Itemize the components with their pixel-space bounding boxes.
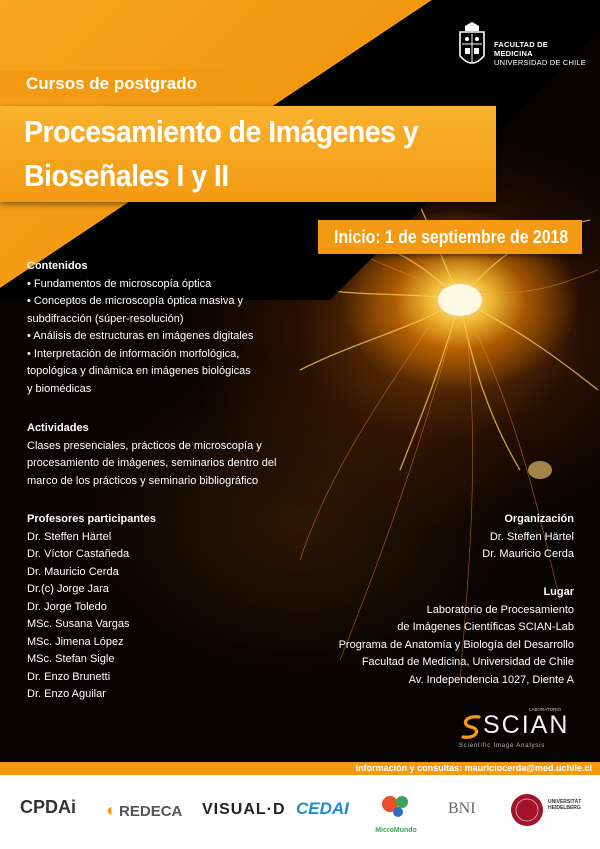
organizador-name: Dr. Mauricio Cerda	[482, 548, 574, 560]
actividades-heading: Actividades	[27, 422, 89, 434]
profesor-name: Dr. Mauricio Cerda	[27, 565, 119, 578]
contact-bar	[0, 762, 600, 775]
scian-tagline: Scientific Image Analysis	[459, 743, 546, 749]
start-date: Inicio: 1 de septiembre de 2018	[333, 227, 569, 247]
start-date-badge	[318, 220, 582, 254]
actividades-line: Clases presenciales, prácticos de microscopía y	[27, 439, 262, 452]
sponsor-bni-label: BNI	[448, 800, 476, 817]
sponsor-heidelberg-label: UNIVERSITÄT HEIDELBERG	[548, 799, 582, 811]
faculty-logo	[456, 22, 586, 78]
course-label: Cursos de postgrado	[0, 70, 225, 98]
scian-swirl-icon	[459, 713, 483, 741]
actividades-line: procesamiento de imágenes, seminarios dentro del	[27, 457, 277, 469]
lugar-line: Laboratorio de Procesamiento	[426, 603, 574, 616]
lugar-section	[314, 584, 574, 689]
profesor-name: Dr. Enzo Brunetti	[27, 670, 111, 683]
scian-logo	[459, 709, 589, 753]
lugar-line: Facultad de Medicina, Universidad de Chile	[361, 656, 574, 668]
actividades-line: marco de los prácticos y seminario bibliográfico	[27, 474, 259, 487]
sponsor-cpdai-label: CPDAi	[20, 797, 77, 817]
sponsor-micromundo	[372, 792, 420, 832]
profesores-heading: Profesores participantes	[27, 513, 156, 525]
contenidos-item: • Interpretación de información morfológica,	[27, 347, 240, 360]
scian-small-label: LABORATORIO	[529, 707, 562, 712]
contenidos-item: topológica y dinámica en imágenes biológicas	[27, 365, 251, 377]
lugar-line: Programa de Anatomía y Biología del Desarrollo	[338, 638, 574, 651]
profesores-section	[27, 511, 307, 704]
profesor-name: Dr. Steffen Härtel	[27, 530, 112, 543]
organizador-name: Dr. Steffen Härtel	[489, 530, 574, 543]
profesor-name: MSc. Susana Vargas	[27, 618, 130, 630]
profesor-name: Dr. Jorge Toledo	[27, 600, 107, 613]
sponsor-redeca	[104, 800, 182, 821]
sponsor-bni	[448, 800, 476, 818]
organizacion-section	[314, 511, 574, 564]
profesor-name: Dr. Enzo Aguilar	[27, 688, 106, 700]
sponsor-heidelberg	[510, 793, 590, 833]
lugar-heading: Lugar	[543, 586, 574, 598]
title-line-1: Procesamiento de Imágenes y	[24, 114, 419, 149]
lugar-line: de Imágenes Científicas SCIAN-Lab	[397, 621, 574, 633]
profesor-name: MSc. Jimena López	[27, 635, 124, 648]
profesor-name: Dr. Víctor Castañeda	[27, 548, 130, 560]
contenidos-item: • Análisis de estructuras en imágenes digitales	[27, 330, 254, 342]
scian-wordmark: SCIAN	[483, 711, 570, 739]
micromundo-icon	[372, 792, 420, 822]
university-seal-icon	[456, 22, 488, 74]
actividades-section	[27, 420, 307, 490]
contact-text[interactable]: Información y consultas: mauriciocerda@med.uchile.cl	[355, 763, 592, 773]
sponsor-redeca-label: REDECA	[119, 803, 183, 820]
faculty-line: FACULTAD DE MEDICINA	[494, 40, 549, 58]
sponsor-cpdai	[20, 797, 76, 818]
sponsor-cedai	[296, 799, 349, 819]
sponsor-visuald-label: VISUAL·D	[202, 801, 286, 818]
contenidos-heading: Contenidos	[27, 260, 88, 272]
sponsor-visuald	[202, 801, 286, 819]
faculty-name	[494, 40, 586, 67]
contenidos-item: subdifracción (súper-resolución)	[27, 312, 184, 325]
contenidos-section	[27, 258, 307, 398]
contenidos-item: y biomédicas	[27, 382, 92, 395]
university-line: UNIVERSIDAD DE CHILE	[494, 58, 586, 67]
redeca-swirl-icon: ◖	[104, 800, 115, 820]
profesor-name: MSc. Stefan Sigle	[27, 653, 115, 665]
contenidos-item: • Fundamentos de microscopía óptica	[27, 277, 212, 290]
title-line-2: Bioseñales I y II	[24, 158, 229, 193]
heidelberg-seal-icon	[510, 793, 544, 827]
organizacion-heading: Organización	[504, 513, 574, 525]
course-title	[24, 110, 456, 198]
sponsor-micromundo-label: MicroMundo	[375, 827, 417, 834]
lugar-line: Av. Independencia 1027, Diente A	[408, 673, 574, 686]
sponsor-cedai-label: CEDAI	[296, 799, 349, 818]
profesor-name: Dr.(c) Jorge Jara	[27, 583, 109, 595]
contenidos-item: • Conceptos de microscopía óptica masiva y	[27, 295, 244, 307]
